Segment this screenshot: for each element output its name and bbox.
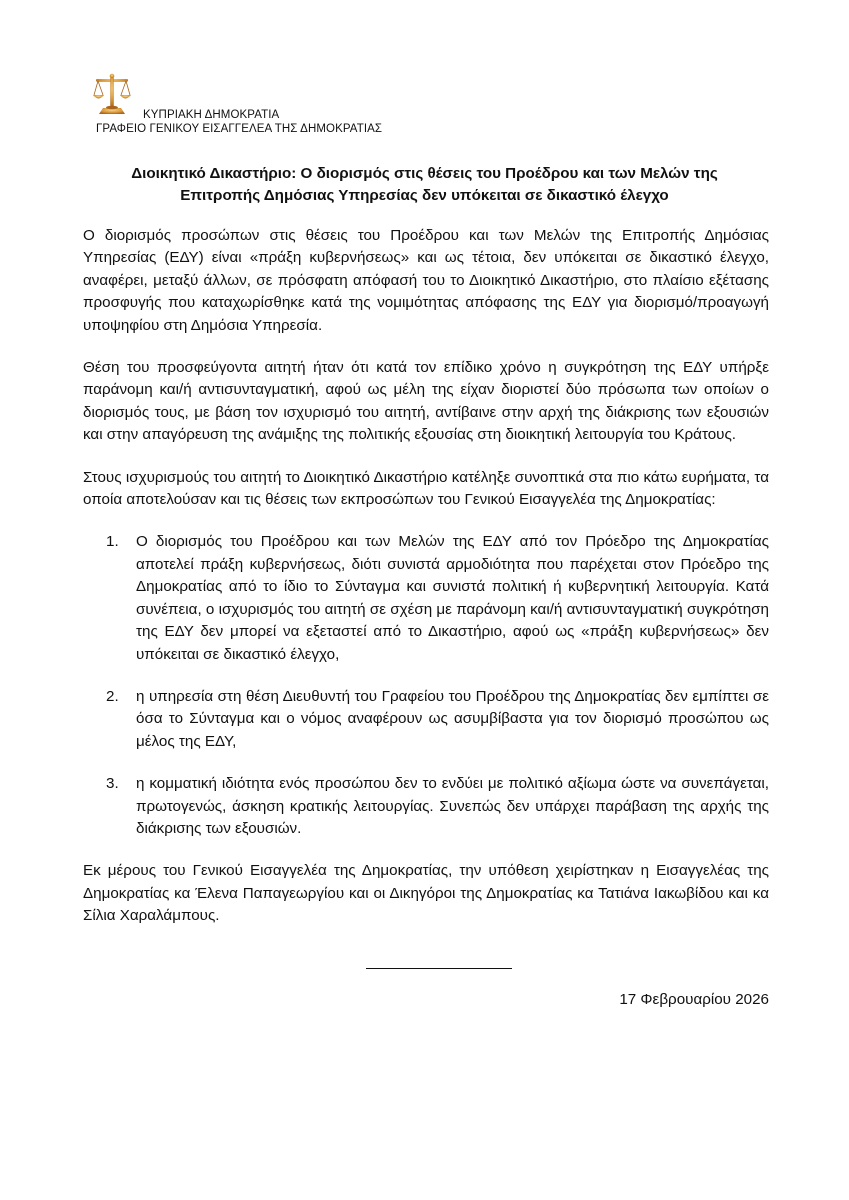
paragraph-closing: Εκ μέρους του Γενικού Εισαγγελέα της Δημοκρατίας, την υπόθεση χειρίστηκαν η Εισαγγελέας της Δημοκρατίας κα Έλενα Παπαγεωργίου και οι Δικηγόροι της Δημοκρατίας κα Τατιάνα Ιακωβίδου και κα Σίλια Χαραλάμπους. bbox=[83, 862, 769, 925]
list-item-number: 1. bbox=[106, 533, 119, 551]
document-header bbox=[96, 108, 382, 136]
title-line-2: Επιτροπής Δημόσιας Υπηρεσίας δεν υπόκειται σε δικαστικό έλεγχο bbox=[180, 187, 669, 204]
list-item bbox=[83, 686, 769, 753]
list-item-text: Ο διορισμός του Προέδρου και των Μελών της ΕΔΥ από τον Πρόεδρο της Δημοκρατίας αποτελεί πράξη κυβερνήσεως, διότι συνιστά αρμοδιότητα που παρέχεται στον Πρόεδρο της Δημοκρατίας από το ίδιο το Σύνταγμα και συνιστά πολιτική ή κυβερνητική λειτουργία. Κατά συνέπεια, ο ισχυρισμός του αιτητή σε σχέση με παράνομη και/ή αντισυνταγματική συγκρότηση της ΕΔΥ δεν μπορεί να εξεταστεί από το Δικαστήριο, αφού ως «πράξη κυβερνήσεως» δεν υπόκειται σε δικαστικό έλεγχο, bbox=[136, 533, 769, 663]
separator-line bbox=[366, 968, 512, 969]
paragraph-applicant-position: Θέση του προσφεύγοντα αιτητή ήταν ότι κατά τον επίδικο χρόνο η συγκρότηση της ΕΔΥ υπήρξε παράνομη και/ή αντισυνταγματική, αφού ως μέλη της είχαν διοριστεί δύο πρόσωπα των οποίων ο διορισμός τους, με βάση τον ισχυρισμό του αιτητή, αντίβαινε στην αρχή της διάκρισης των εξουσιών και στην απαγόρευση της ανάμιξης της πολιτικής εξουσίας στη διοικητική λειτουργία του Κράτους. bbox=[83, 359, 769, 444]
list-item bbox=[83, 531, 769, 665]
paragraph-court-findings-intro: Στους ισχυρισμούς του αιτητή το Διοικητικό Δικαστήριο κατέληξε συνοπτικά στα πιο κάτω ευρήματα, τα οποία αποτελούσαν και τις θέσεις των εκπροσώπων του Γενικού Εισαγγελέα της Δημοκρατίας: bbox=[83, 468, 769, 509]
title-line-1: Διοικητικό Δικαστήριο: Ο διορισμός στις θέσεις του Προέδρου και των Μελών της bbox=[131, 165, 718, 182]
list-item-text: η υπηρεσία στη θέση Διευθυντή του Γραφείου του Προέδρου της Δημοκρατίας δεν εμπίπτει σε όσα το Σύνταγμα και ο νόμος αναφέρουν ως ασυμβίβαστα για τον διορισμό προσώπου ως μέλος της ΕΔΥ, bbox=[136, 687, 769, 750]
list-item bbox=[83, 773, 769, 840]
header-country: ΚΥΠΡΙΑΚΗ ΔΗΜΟΚΡΑΤΙΑ bbox=[143, 109, 280, 121]
findings-list bbox=[83, 531, 769, 840]
document-body bbox=[83, 225, 769, 948]
list-item-number: 2. bbox=[106, 687, 119, 705]
list-item-text: η κομματική ιδιότητα ενός προσώπου δεν το ενδύει με πολιτικό αξίωμα ώστε να συνεπάγεται, πρωτογενώς, άσκηση κρατικής λειτουργίας. Συνεπώς δεν υπάρχει παράβαση της αρχής της διάκρισης των εξουσιών. bbox=[136, 775, 769, 837]
document-date: 17 Φεβρουαρίου 2026 bbox=[619, 991, 769, 1008]
press-release-title bbox=[90, 163, 759, 207]
header-office: ΓΡΑΦΕΙΟ ΓΕΝΙΚΟΥ ΕΙΣΑΓΓΕΛΕΑ ΤΗΣ ΔΗΜΟΚΡΑΤΙΑΣ bbox=[96, 123, 383, 135]
paragraph-intro: Ο διορισμός προσώπων στις θέσεις του Προέδρου και των Μελών της Επιτροπής Δημόσιας Υπηρεσίας (ΕΔΥ) είναι «πράξη κυβερνήσεως» και ως τέτοια, δεν υπόκειται σε δικαστικό έλεγχο, αναφέρει, μεταξύ άλλων, σε πρόσφατη απόφασή του το Διοικητικό Δικαστήριο, στο πλαίσιο εξέτασης προσφυγής που καταχωρίσθηκε κατά της νομιμότητας απόφασης της ΕΔΥ για διορισμό/προαγωγή υποψηφίου στη Δημόσια Υπηρεσία. bbox=[83, 227, 769, 334]
list-item-number: 3. bbox=[106, 775, 119, 793]
